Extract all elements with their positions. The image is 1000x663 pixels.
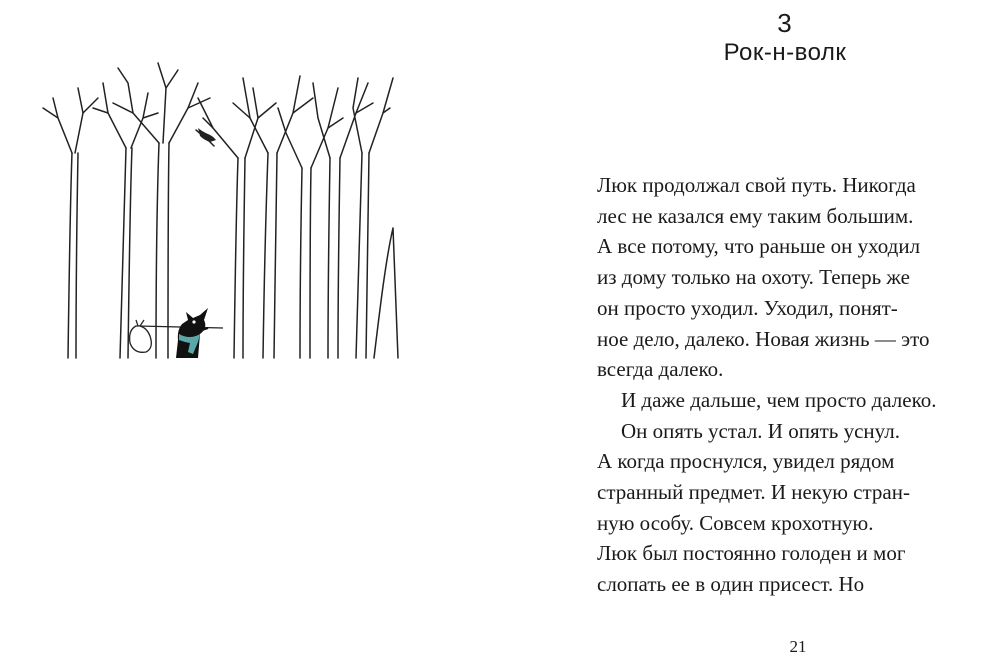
text-line: лес не казался ему таким большим. <box>597 203 914 228</box>
text-line: А когда проснулся, увидел рядом <box>597 449 895 474</box>
text-line: А все потому, что раньше он уходил <box>597 234 921 259</box>
tree-2 <box>93 83 158 358</box>
bindle-icon <box>130 326 152 352</box>
chapter-number: 3 <box>777 8 793 38</box>
tree-1 <box>43 88 98 358</box>
text-line: ную особу. Совсем крохотную. <box>597 510 874 535</box>
text-line: из дому только на охоту. Теперь же <box>597 265 910 290</box>
text-line: он просто уходил. Уходил, понят- <box>597 295 898 320</box>
text-line: Люк продолжал свой путь. Никогда <box>597 173 916 197</box>
text-line: Люк был постоянно голоден и мог <box>597 541 906 566</box>
text-line: странный предмет. И некую стран- <box>597 480 910 505</box>
bird-icon <box>198 128 216 142</box>
text-line: И даже дальше, чем просто далеко. <box>621 387 937 412</box>
text-line: Он опять устал. И опять уснул. <box>621 418 900 443</box>
tree-8 <box>353 78 398 358</box>
wolf-figure <box>130 308 223 358</box>
chapter-title: Рок-н-волк <box>723 39 847 66</box>
tree-7 <box>313 83 373 358</box>
tree-3 <box>113 63 210 358</box>
text-line: всегда далеко. <box>597 357 724 382</box>
text-line: ное дело, далеко. Новая жизнь — это <box>597 326 930 351</box>
forest-illustration <box>38 58 400 368</box>
text-line: слопать ее в один присест. Но <box>597 572 865 597</box>
page-number: 21 <box>789 637 807 656</box>
forest-drawing <box>38 58 400 368</box>
tree-6 <box>278 88 343 358</box>
chapter-body-text <box>597 170 982 600</box>
